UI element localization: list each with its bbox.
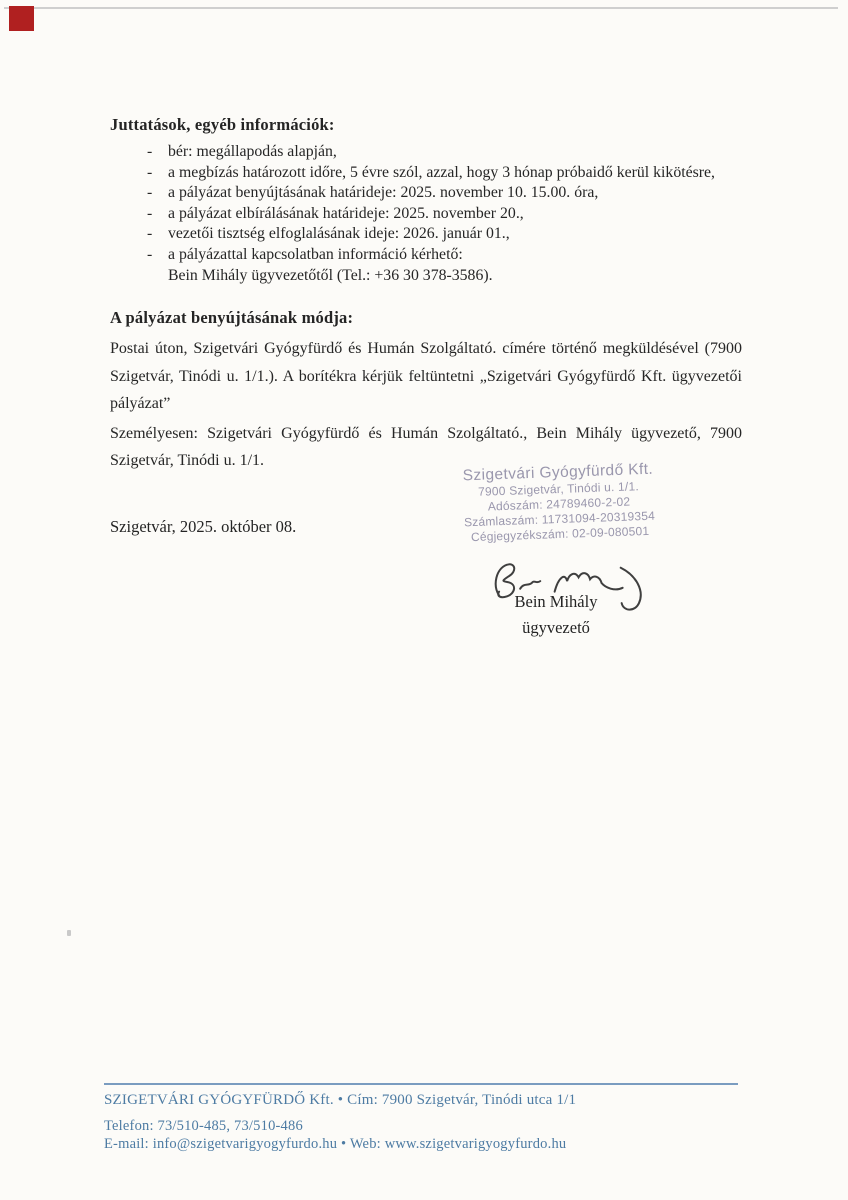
list-item-continuation: Bein Mihály ügyvezetőtől (Tel.: +36 30 378-3586). (168, 266, 493, 284)
list-item (147, 204, 767, 225)
signatory-name: Bein Mihály (514, 592, 598, 611)
scan-speck (67, 930, 71, 936)
stamp-bank-account: Számlaszám: 11731094-20319354 (463, 508, 656, 530)
list-item (147, 183, 767, 204)
list-item-text: a pályázat benyújtásának határideje: 2025. november 10. 15.00. óra, (168, 184, 599, 202)
list-item-text: vezetői tisztség elfoglalásának ideje: 2026. január 01., (168, 225, 510, 243)
postal-paragraph: Postai úton, Szigetvári Gyógyfürdő és Humán Szolgáltató. címére történő megküldésével (7900 Szigetvár, Tinódi u. 1/1.). A borítékra kérjük feltüntetni „Szigetvári Gyógyfürdő Kft. ügyvezetői pályázat” (110, 340, 742, 413)
list-item-text: a pályázat elbírálásának határideje: 2025. november 20., (168, 204, 524, 222)
list-item (147, 245, 767, 266)
stamp-company-name: Szigetvári Gyógyfürdő Kft. (462, 460, 654, 485)
benefits-list (147, 142, 767, 286)
scan-edge-line (4, 7, 838, 9)
list-item-text: bér: megállapodás alapján, (168, 143, 337, 160)
submission-heading: A pályázat benyújtásának módja: (110, 308, 354, 327)
in-person-paragraph: Személyesen: Szigetvári Gyógyfürdő és Humán Szolgáltató., Bein Mihály ügyvezető, 7900 Szigetvár, Tinódi u. 1/1. (110, 424, 742, 470)
company-stamp (445, 460, 674, 546)
list-item-text: a megbízás határozott időre, 5 évre szól, azzal, hogy 3 hónap próbaidő kerül kikötésre, (168, 163, 715, 181)
footer-phone-line: Telefon: 73/510-485, 73/510-486 (104, 1118, 303, 1134)
signatory-title: ügyvezető (522, 618, 590, 637)
list-item-text: a pályázattal kapcsolatban információ kérhető: (168, 245, 463, 263)
list-item (147, 142, 767, 163)
footer-divider (104, 1083, 738, 1085)
scan-artifact-red-square (9, 6, 34, 31)
footer-company-line: SZIGETVÁRI GYÓGYFÜRDŐ Kft. • Cím: 7900 Szigetvár, Tinódi utca 1/1 (104, 1092, 577, 1108)
submission-paragraphs (110, 335, 742, 477)
footer-email-web-line: E-mail: info@szigetvarigyogyfurdo.hu • Web: www.szigetvarigyogyfurdo.hu (104, 1136, 567, 1152)
dateline: Szigetvár, 2025. október 08. (110, 517, 297, 536)
stamp-address: 7900 Szigetvár, Tinódi u. 1/1. (477, 479, 640, 499)
stamp-registry-number: Cégjegyzékszám: 02-09-080501 (470, 523, 650, 545)
stamp-tax-number: Adószám: 24789460-2-02 (487, 494, 631, 514)
list-item (147, 224, 767, 245)
benefits-heading: Juttatások, egyéb információk: (110, 115, 335, 134)
list-item (147, 163, 767, 184)
